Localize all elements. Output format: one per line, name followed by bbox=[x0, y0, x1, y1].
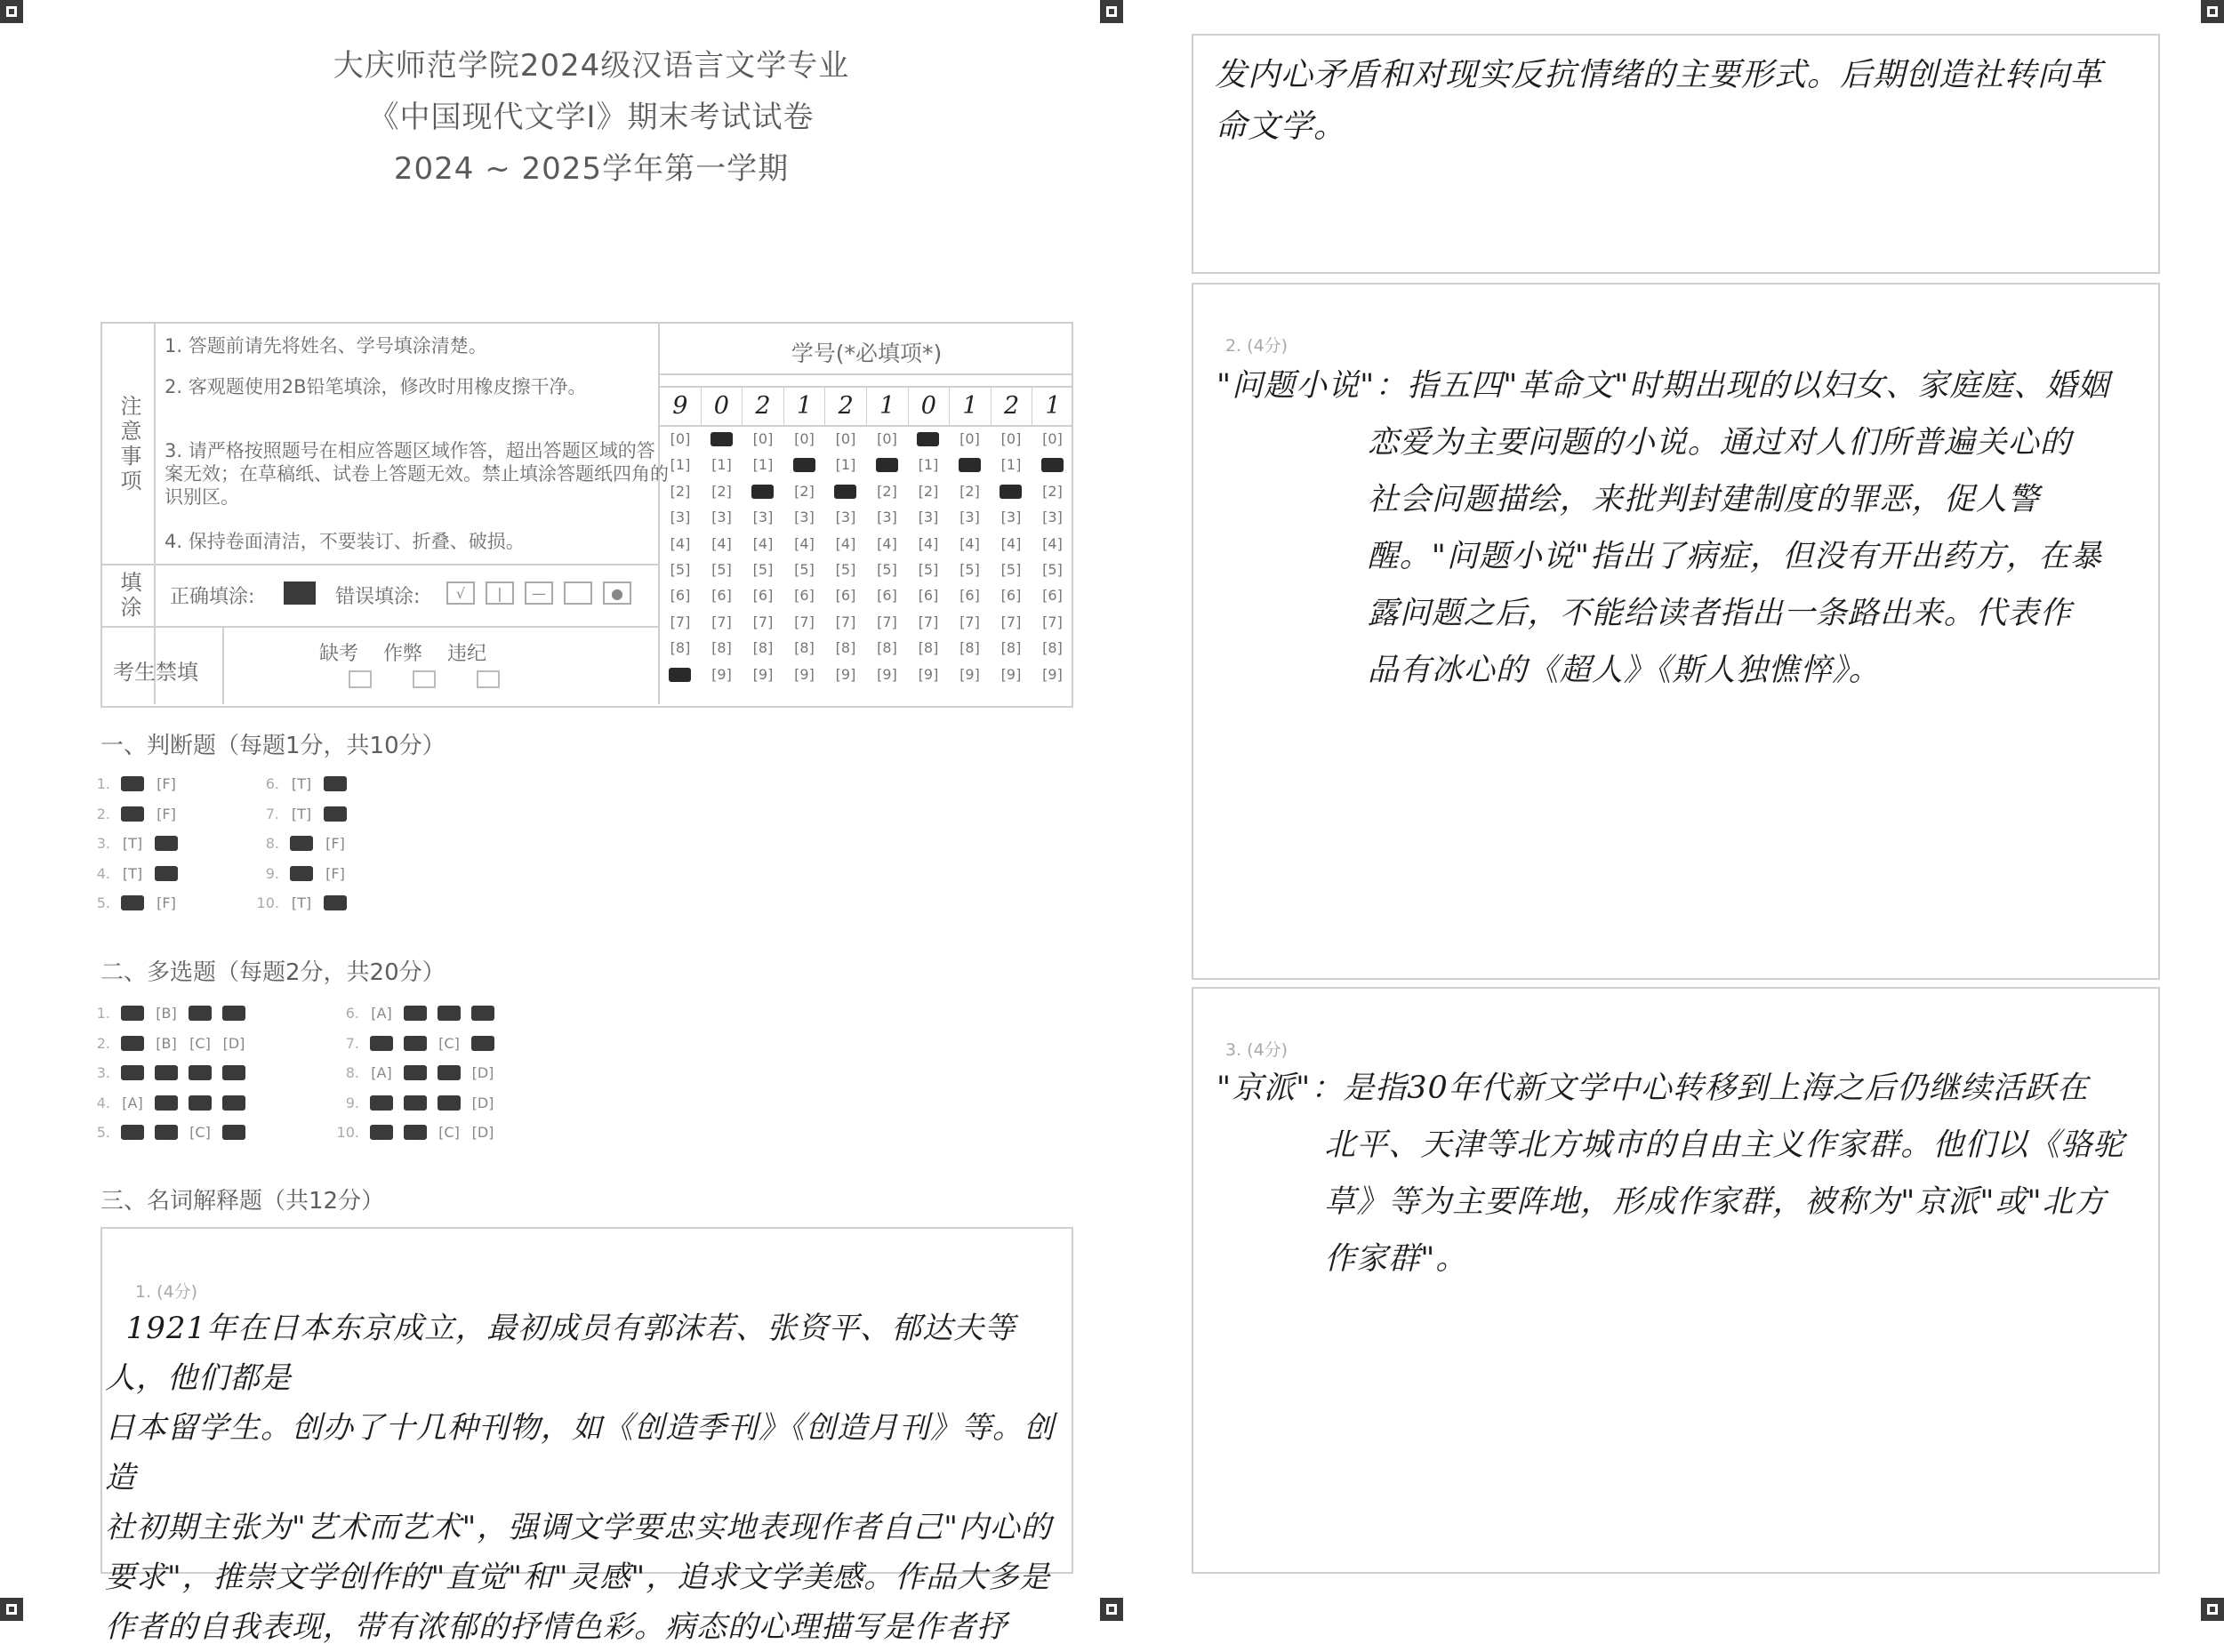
question-number: 7. bbox=[265, 805, 279, 822]
section1-title: 一、判断题（每题1分，共10分） bbox=[100, 733, 446, 759]
student-id-digit: 2 bbox=[992, 388, 1033, 425]
exam-title-line3: 2024 ~ 2025学年第一学期 bbox=[393, 151, 790, 187]
student-id-bubble[interactable]: [0] bbox=[1000, 430, 1022, 447]
student-id-digit: 2 bbox=[825, 388, 867, 425]
student-id-bubble[interactable]: [8] bbox=[670, 639, 691, 657]
wrong-fill-sample-dot: ● bbox=[603, 581, 631, 605]
student-id-bubble[interactable] bbox=[661, 666, 700, 684]
tf-option-T[interactable]: [T] bbox=[122, 835, 143, 852]
tf-option-F[interactable] bbox=[149, 835, 183, 852]
question-number: 10. bbox=[256, 894, 279, 911]
tf-question bbox=[75, 865, 183, 882]
mc-option-D[interactable] bbox=[466, 1035, 500, 1052]
mc-option-C[interactable] bbox=[432, 1005, 466, 1022]
student-id-bubble[interactable]: [3] bbox=[752, 509, 774, 526]
tf-option-T[interactable] bbox=[116, 894, 149, 911]
info-table bbox=[100, 322, 1073, 708]
wrong-fill-sample-bar: | bbox=[486, 581, 514, 605]
mc-option-B[interactable] bbox=[398, 1035, 432, 1052]
forbid-label: 考生禁填 bbox=[113, 660, 198, 685]
student-id-bubble[interactable]: [7] bbox=[918, 613, 939, 630]
student-id-digit: 1 bbox=[1045, 392, 1061, 420]
mc-question bbox=[324, 1035, 500, 1052]
question-number: 6. bbox=[265, 775, 279, 792]
mc-option-A[interactable] bbox=[365, 1035, 398, 1052]
mc-option-D[interactable] bbox=[217, 1005, 251, 1022]
student-id-bubble[interactable]: [0] bbox=[1042, 430, 1063, 447]
question-number: 5. bbox=[96, 1124, 110, 1141]
forbid-absent-label: 缺考 bbox=[319, 643, 359, 665]
student-id-bubble[interactable]: [4] bbox=[670, 534, 691, 552]
student-id-bubble[interactable]: [3] bbox=[1000, 509, 1022, 526]
tf-option-T[interactable]: [T] bbox=[291, 805, 312, 822]
student-id-bubble[interactable]: [5] bbox=[670, 561, 691, 578]
question-number: 9. bbox=[265, 864, 279, 882]
student-id-bubble[interactable]: [3] bbox=[711, 509, 732, 526]
question-number: 4. bbox=[96, 864, 110, 882]
student-id-bubble[interactable]: [3] bbox=[794, 509, 815, 526]
student-id-bubble[interactable]: [3] bbox=[835, 509, 856, 526]
wrong-fill-sample-dash: — bbox=[525, 581, 553, 605]
mc-option-A[interactable] bbox=[365, 1095, 398, 1111]
student-id-bubble[interactable]: [2] bbox=[877, 482, 897, 500]
student-id-bubble[interactable]: [7] bbox=[1042, 613, 1063, 630]
question-number: 10. bbox=[336, 1124, 359, 1141]
student-id-bubble[interactable]: [6] bbox=[711, 587, 732, 605]
q1-handwritten-answer: 1921年在日本东京成立，最初成员有郭沫若、张资平、郁达夫等人，他们都是 日本留学生。创办了十几种刊物，如《创造季刊》《创造月刊》等。创造 社初期主张为"艺术而艺术"，强调文学要忠实地表现作者自己"内心的 要求"，推崇文学创作的"直觉"和"灵感"，追求文学美感。作品大多是 作者的自我表现，带有浓郁的抒情色彩。病态的心理描写是作者抒 bbox=[105, 1311, 1055, 1645]
q2-handwritten-answer: "问题小说"：指五四"革命文"时期出现的以妇女、家庭庭、婚姻 恋爱为主要问题的小说。通过对人们所普遍关心的 社会问题描绘，来批判封建制度的罪恶，促人警 醒。"问题小说"指出了病症，但没有开出药方，在暴 露问题之后，不能给读者指出一条路出来。代表作 品有冰心的《超人》《斯人独憔悴》。 bbox=[1216, 368, 2110, 688]
mc-option-B[interactable] bbox=[149, 1064, 183, 1081]
question-number: 3. bbox=[96, 835, 110, 852]
student-id-bubble[interactable]: [1] bbox=[752, 456, 774, 474]
question-number: 9. bbox=[345, 1094, 359, 1111]
mc-option-C[interactable] bbox=[183, 1005, 217, 1022]
wrong-fill-sample-empty bbox=[564, 581, 592, 605]
student-id-bubble[interactable]: [8] bbox=[959, 639, 980, 657]
student-id-bubble[interactable]: [8] bbox=[794, 639, 815, 657]
mc-option-C[interactable]: [C] bbox=[189, 1124, 211, 1141]
student-id-bubble[interactable]: [5] bbox=[1000, 561, 1022, 578]
student-id-bubble[interactable]: [3] bbox=[877, 509, 897, 526]
mc-option-B[interactable] bbox=[398, 1005, 432, 1022]
fill-label: 填涂 bbox=[116, 571, 141, 621]
mc-question bbox=[324, 1005, 500, 1022]
student-id-bubble[interactable]: [6] bbox=[752, 587, 774, 605]
mc-option-B[interactable]: [B] bbox=[156, 1034, 177, 1052]
tf-question bbox=[244, 806, 352, 822]
student-id-digit: 9 bbox=[660, 388, 702, 425]
tf-option-F[interactable] bbox=[149, 865, 183, 882]
tf-option-F[interactable]: [F] bbox=[157, 894, 176, 911]
question-number: 3. bbox=[96, 1064, 110, 1081]
student-id-bubble[interactable]: [0] bbox=[877, 430, 897, 447]
mc-option-C[interactable] bbox=[183, 1064, 217, 1081]
student-id-bubble[interactable]: [7] bbox=[711, 613, 732, 630]
correct-fill-sample bbox=[284, 581, 316, 605]
mc-option-B[interactable] bbox=[398, 1124, 432, 1141]
corner-mark-bottom-right bbox=[2201, 1598, 2224, 1621]
student-id-bubble[interactable]: [0] bbox=[670, 430, 691, 447]
tf-option-T[interactable] bbox=[116, 806, 149, 822]
tf-option-T[interactable]: [T] bbox=[291, 894, 312, 911]
student-id-bubble[interactable]: [4] bbox=[959, 534, 980, 552]
student-id-bubble[interactable] bbox=[743, 483, 783, 501]
student-id-bubble[interactable]: [2] bbox=[670, 482, 691, 500]
student-id-bubble[interactable]: [7] bbox=[877, 613, 897, 630]
mc-option-A[interactable] bbox=[116, 1124, 149, 1141]
student-id-bubble[interactable]: [2] bbox=[959, 482, 980, 500]
tf-question bbox=[244, 894, 352, 911]
student-id-bubble[interactable]: [0] bbox=[959, 430, 980, 447]
question-number: 5. bbox=[96, 894, 110, 911]
mc-option-D[interactable]: [D] bbox=[471, 1094, 494, 1111]
tf-option-T[interactable]: [T] bbox=[291, 775, 312, 792]
tf-option-T[interactable] bbox=[116, 775, 149, 792]
student-id-bubble[interactable] bbox=[785, 456, 824, 474]
q3-handwritten-answer: "京派"：是指30年代新文学中心转移到上海之后仍继续活跃在 北平、天津等北方城市的自由主义作家群。他们以《骆驼 草》等为主要阵地，形成作家群，被称为"京派"或"北方 作家群"。 bbox=[1216, 1071, 2125, 1277]
mc-option-D[interactable] bbox=[466, 1005, 500, 1022]
tf-option-F[interactable]: [F] bbox=[325, 864, 345, 882]
question-number: 2. bbox=[96, 1034, 110, 1052]
mc-question bbox=[75, 1064, 251, 1081]
mc-option-A[interactable] bbox=[365, 1124, 398, 1141]
mc-option-C[interactable] bbox=[432, 1095, 466, 1111]
corner-mark-bottom-left bbox=[0, 1598, 23, 1621]
student-id-bubble[interactable]: [1] bbox=[1000, 456, 1022, 474]
student-id-bubble[interactable]: [5] bbox=[835, 561, 856, 578]
student-id-bubble[interactable]: [7] bbox=[752, 613, 774, 630]
student-id-bubble[interactable]: [6] bbox=[1000, 587, 1022, 605]
question-number: 1. bbox=[96, 1005, 110, 1022]
student-id-bubble[interactable]: [7] bbox=[670, 613, 691, 630]
tf-question bbox=[244, 865, 352, 882]
mc-option-C[interactable]: [C] bbox=[189, 1034, 211, 1052]
student-id-title: 学号(*必填项*) bbox=[791, 341, 943, 366]
student-id-bubble[interactable]: [1] bbox=[670, 456, 691, 474]
mc-option-B[interactable]: [B] bbox=[156, 1005, 177, 1022]
mc-option-D[interactable]: [D] bbox=[222, 1034, 245, 1052]
q1-points: 1. (4分) bbox=[135, 1282, 198, 1302]
tf-question bbox=[75, 894, 183, 911]
student-id-bubble[interactable]: [5] bbox=[711, 561, 732, 578]
forbid-absent-checkbox[interactable] bbox=[349, 670, 372, 688]
forbid-cheat-label: 作弊 bbox=[383, 643, 423, 665]
student-id-bubble[interactable]: [5] bbox=[877, 561, 897, 578]
q3-points: 3. (4分) bbox=[1225, 1040, 1289, 1060]
student-id-bubble[interactable]: [6] bbox=[1042, 587, 1063, 605]
section3-title: 三、名词解释题（共12分） bbox=[100, 1188, 385, 1215]
student-id-bubble[interactable] bbox=[909, 430, 948, 448]
student-id-bubble[interactable]: [9] bbox=[877, 665, 897, 683]
student-id-bubble[interactable]: [9] bbox=[959, 665, 980, 683]
mc-option-A[interactable]: [A] bbox=[371, 1005, 392, 1022]
student-id-bubble[interactable]: [9] bbox=[1000, 665, 1022, 683]
corner-mark-top-right bbox=[2201, 0, 2224, 23]
student-id-bubble[interactable]: [4] bbox=[835, 534, 856, 552]
mc-option-B[interactable] bbox=[149, 1124, 183, 1141]
question-number: 8. bbox=[265, 835, 279, 852]
mc-question bbox=[75, 1035, 251, 1052]
tf-question bbox=[244, 775, 352, 792]
note-2: 2. 客观题使用2B铅笔填涂，修改时用橡皮擦干净。 bbox=[165, 376, 587, 397]
mc-option-D[interactable] bbox=[217, 1124, 251, 1141]
student-id-bubble[interactable]: [3] bbox=[959, 509, 980, 526]
student-id-bubble[interactable]: [7] bbox=[835, 613, 856, 630]
student-id-bubble[interactable]: [6] bbox=[959, 587, 980, 605]
question-number: 1. bbox=[96, 775, 110, 792]
mc-question bbox=[324, 1064, 500, 1081]
notes-label: 注意事项 bbox=[116, 395, 141, 494]
student-id-bubble[interactable]: [4] bbox=[1042, 534, 1063, 552]
student-id-bubble[interactable]: [5] bbox=[959, 561, 980, 578]
student-id-bubble[interactable]: [8] bbox=[1042, 639, 1063, 657]
correct-fill-label: 正确填涂: bbox=[170, 586, 255, 608]
student-id-bubble[interactable]: [1] bbox=[835, 456, 856, 474]
question-number: 6. bbox=[345, 1005, 359, 1022]
student-id-digit: 0 bbox=[909, 388, 951, 425]
mc-option-D[interactable]: [D] bbox=[471, 1124, 494, 1141]
tf-option-F[interactable]: [F] bbox=[157, 775, 176, 792]
mc-option-B[interactable] bbox=[398, 1095, 432, 1111]
question-number: 7. bbox=[345, 1034, 359, 1052]
mc-option-A[interactable] bbox=[116, 1064, 149, 1081]
forbid-violation-checkbox[interactable] bbox=[477, 670, 500, 688]
student-id-bubble[interactable]: [5] bbox=[918, 561, 939, 578]
note-1: 1. 答题前请先将姓名、学号填涂清楚。 bbox=[165, 335, 487, 357]
exam-title-line1: 大庆师范学院2024级汉语言文学专业 bbox=[333, 48, 850, 84]
student-id-bubble[interactable]: [7] bbox=[794, 613, 815, 630]
student-id-bubble[interactable]: [2] bbox=[794, 482, 815, 500]
student-id-bubble[interactable] bbox=[868, 456, 907, 474]
tf-option-F[interactable] bbox=[318, 894, 352, 911]
tf-question bbox=[75, 835, 183, 852]
tf-option-F[interactable]: [F] bbox=[325, 835, 345, 852]
student-id-bubble[interactable]: [9] bbox=[711, 665, 732, 683]
mc-option-A[interactable] bbox=[116, 1005, 149, 1022]
tf-option-T[interactable]: [T] bbox=[122, 864, 143, 882]
mc-option-A[interactable]: [A] bbox=[371, 1064, 392, 1081]
mc-question bbox=[324, 1124, 500, 1141]
q2-points: 2. (4分) bbox=[1225, 336, 1289, 356]
mc-option-C[interactable] bbox=[432, 1064, 466, 1081]
question-number: 8. bbox=[345, 1064, 359, 1081]
mc-option-C[interactable]: [C] bbox=[438, 1124, 460, 1141]
forbid-cheat-checkbox[interactable] bbox=[413, 670, 436, 688]
tf-question bbox=[75, 806, 183, 822]
mc-option-B[interactable] bbox=[149, 1095, 183, 1111]
mc-option-A[interactable] bbox=[116, 1035, 149, 1052]
student-id-bubble[interactable]: [1] bbox=[711, 456, 732, 474]
exam-title-line2: 《中国现代文学Ⅰ》期末考试试卷 bbox=[368, 100, 815, 135]
q1-handwritten-answer-continued: 发内心矛盾和对现实反抗情绪的主要形式。后期创造社转向革 命文学。 bbox=[1215, 57, 2104, 145]
student-id-bubble[interactable]: [0] bbox=[752, 430, 774, 447]
forbid-violation-label: 违纪 bbox=[447, 643, 487, 665]
tf-option-T[interactable] bbox=[285, 835, 318, 852]
tf-question bbox=[244, 835, 352, 852]
student-id-bubble[interactable]: [5] bbox=[794, 561, 815, 578]
student-id-bubble[interactable]: [4] bbox=[711, 534, 732, 552]
student-id-bubble[interactable]: [0] bbox=[794, 430, 815, 447]
corner-mark-bottom-middle bbox=[1100, 1598, 1123, 1621]
student-id-bubble[interactable]: [9] bbox=[794, 665, 815, 683]
mc-option-B[interactable] bbox=[398, 1064, 432, 1081]
student-id-bubble[interactable]: [9] bbox=[918, 665, 939, 683]
student-id-bubble[interactable]: [6] bbox=[918, 587, 939, 605]
mc-question bbox=[75, 1005, 251, 1022]
wrong-fill-sample-check: √ bbox=[446, 581, 475, 605]
tf-option-T[interactable] bbox=[285, 865, 318, 882]
question-number: 4. bbox=[96, 1094, 110, 1111]
student-id-bubble[interactable]: [6] bbox=[877, 587, 897, 605]
mc-option-C[interactable]: [C] bbox=[438, 1034, 460, 1052]
mc-question bbox=[75, 1095, 251, 1111]
student-id-bubble[interactable]: [1] bbox=[918, 456, 939, 474]
corner-mark-top-middle bbox=[1100, 0, 1123, 23]
student-id-bubble[interactable]: [4] bbox=[1000, 534, 1022, 552]
tf-option-F[interactable]: [F] bbox=[157, 805, 176, 822]
student-id-digit: 1 bbox=[784, 388, 826, 425]
student-id-digit: 0 bbox=[702, 388, 743, 425]
student-id-bubble[interactable]: [7] bbox=[1000, 613, 1022, 630]
mc-option-D[interactable]: [D] bbox=[471, 1064, 494, 1081]
student-id-bubble[interactable]: [5] bbox=[752, 561, 774, 578]
student-id-digits bbox=[660, 386, 1073, 427]
wrong-fill-label: 错误填涂: bbox=[335, 586, 421, 608]
student-id-bubble[interactable]: [4] bbox=[918, 534, 939, 552]
student-id-bubble[interactable]: [2] bbox=[918, 482, 939, 500]
mc-option-D[interactable] bbox=[217, 1064, 251, 1081]
mc-option-C[interactable] bbox=[183, 1095, 217, 1111]
mc-question bbox=[324, 1095, 500, 1111]
tf-option-F[interactable] bbox=[318, 775, 352, 792]
student-id-bubble[interactable] bbox=[1033, 456, 1072, 474]
note-3: 3. 请严格按照题号在相应答题区域作答，超出答题区域的答案无效；在草稿纸、试卷上答题无效。禁止填涂答题纸四角的识别区。 bbox=[165, 440, 669, 508]
section2-title: 二、多选题（每题2分，共20分） bbox=[100, 959, 446, 986]
mc-option-A[interactable]: [A] bbox=[122, 1094, 143, 1111]
student-id-bubble[interactable] bbox=[992, 483, 1031, 501]
tf-option-F[interactable] bbox=[318, 806, 352, 822]
student-id-bubble[interactable]: [4] bbox=[794, 534, 815, 552]
student-id-bubble[interactable]: [8] bbox=[711, 639, 732, 657]
student-id-bubble[interactable] bbox=[703, 430, 742, 448]
student-id-bubble[interactable]: [5] bbox=[1042, 561, 1063, 578]
mc-question bbox=[75, 1124, 251, 1141]
mc-option-D[interactable] bbox=[217, 1095, 251, 1111]
note-4: 4. 保持卷面清洁，不要装订、折叠、破损。 bbox=[165, 531, 525, 552]
student-id-bubble[interactable]: [4] bbox=[877, 534, 897, 552]
student-id-bubble[interactable]: [8] bbox=[752, 639, 774, 657]
student-id-bubble[interactable]: [3] bbox=[1042, 509, 1063, 526]
student-id-bubble[interactable]: [9] bbox=[835, 665, 856, 683]
student-id-digit: 2 bbox=[743, 388, 784, 425]
student-id-bubble[interactable]: [3] bbox=[670, 509, 691, 526]
student-id-bubble[interactable]: [8] bbox=[877, 639, 897, 657]
corner-mark-top-left bbox=[0, 0, 23, 23]
question-number: 2. bbox=[96, 805, 110, 822]
student-id-bubble[interactable]: [8] bbox=[1000, 639, 1022, 657]
student-id-bubble[interactable] bbox=[951, 456, 990, 474]
student-id-bubble[interactable]: [2] bbox=[711, 482, 732, 500]
student-id-bubble[interactable]: [6] bbox=[835, 587, 856, 605]
student-id-bubble[interactable]: [8] bbox=[835, 639, 856, 657]
student-id-bubble[interactable]: [9] bbox=[752, 665, 774, 683]
student-id-digit: 1 bbox=[950, 388, 992, 425]
student-id-bubble[interactable] bbox=[826, 483, 865, 501]
tf-question bbox=[75, 775, 183, 792]
student-id-bubble[interactable]: [9] bbox=[1042, 665, 1063, 683]
student-id-bubble[interactable]: [7] bbox=[959, 613, 980, 630]
student-id-bubble[interactable]: [3] bbox=[918, 509, 939, 526]
student-id-bubble[interactable]: [0] bbox=[835, 430, 856, 447]
student-id-bubble[interactable]: [6] bbox=[794, 587, 815, 605]
student-id-bubble[interactable]: [6] bbox=[670, 587, 691, 605]
student-id-bubble[interactable]: [4] bbox=[752, 534, 774, 552]
student-id-bubble[interactable]: [8] bbox=[918, 639, 939, 657]
student-id-digit: 1 bbox=[867, 388, 909, 425]
student-id-bubble[interactable]: [2] bbox=[1042, 482, 1063, 500]
